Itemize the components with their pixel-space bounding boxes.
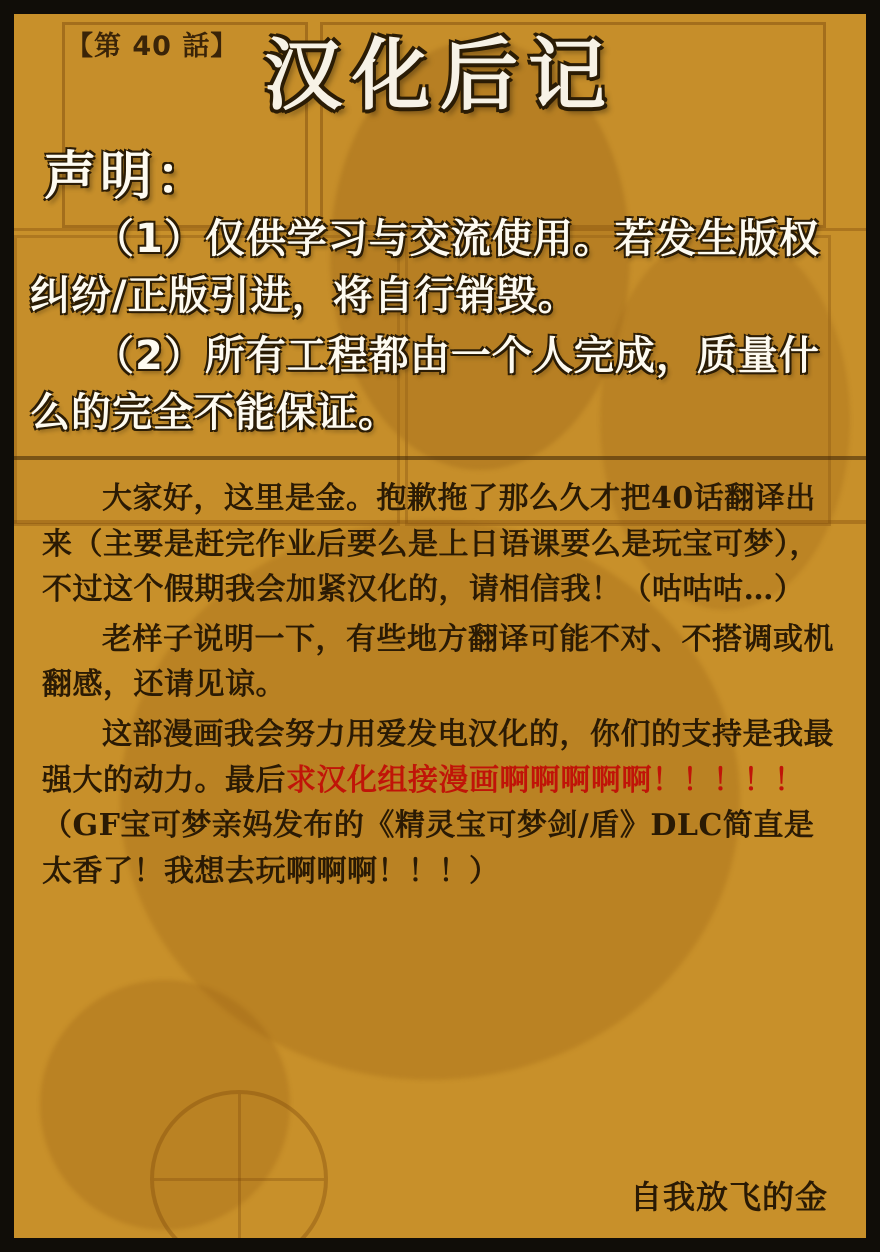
declaration-item-2: （2）所有工程都由一个人完成，质量什么的完全不能保证。 xyxy=(30,333,820,437)
paragraph-3-highlight: 求汉化组接漫画啊啊啊啊啊！！！！！ xyxy=(286,762,805,798)
declaration-heading: 声明： xyxy=(44,146,213,207)
section-divider xyxy=(0,456,880,460)
paragraph-2: 老样子说明一下，有些地方翻译可能不对、不搭调或机翻感，还请见谅。 xyxy=(42,621,834,703)
paragraph-1: 大家好，这里是金。抱歉拖了那么久才把40话翻译出来（主要是赶完作业后要么是上日语课要么是玩宝可梦），不过这个假期我会加紧汉化的，请相信我！（咕咕咕…） xyxy=(42,481,820,608)
paragraph-3-tail: （GF宝可梦亲妈发布的《精灵宝可梦剑/盾》DLC简直是太香了！我想去玩啊啊啊！！！） xyxy=(42,808,815,889)
declaration-list xyxy=(30,211,850,442)
declaration-item-1: （1）仅供学习与交流使用。若发生版权纠纷/正版引进，将自行销毁。 xyxy=(30,215,820,319)
paragraph-3-lead: 这部漫画我会努力用爱发电汉化的，你们的支持是我最强大的动力。最后 xyxy=(42,717,834,798)
signature: 自我放飞的金 xyxy=(629,1178,828,1216)
chapter-tag: 【第 40 話】 xyxy=(66,31,239,62)
afterword-body xyxy=(26,476,854,894)
paragraph-3 xyxy=(42,712,838,894)
page-title: 汉化后记 xyxy=(263,31,616,121)
